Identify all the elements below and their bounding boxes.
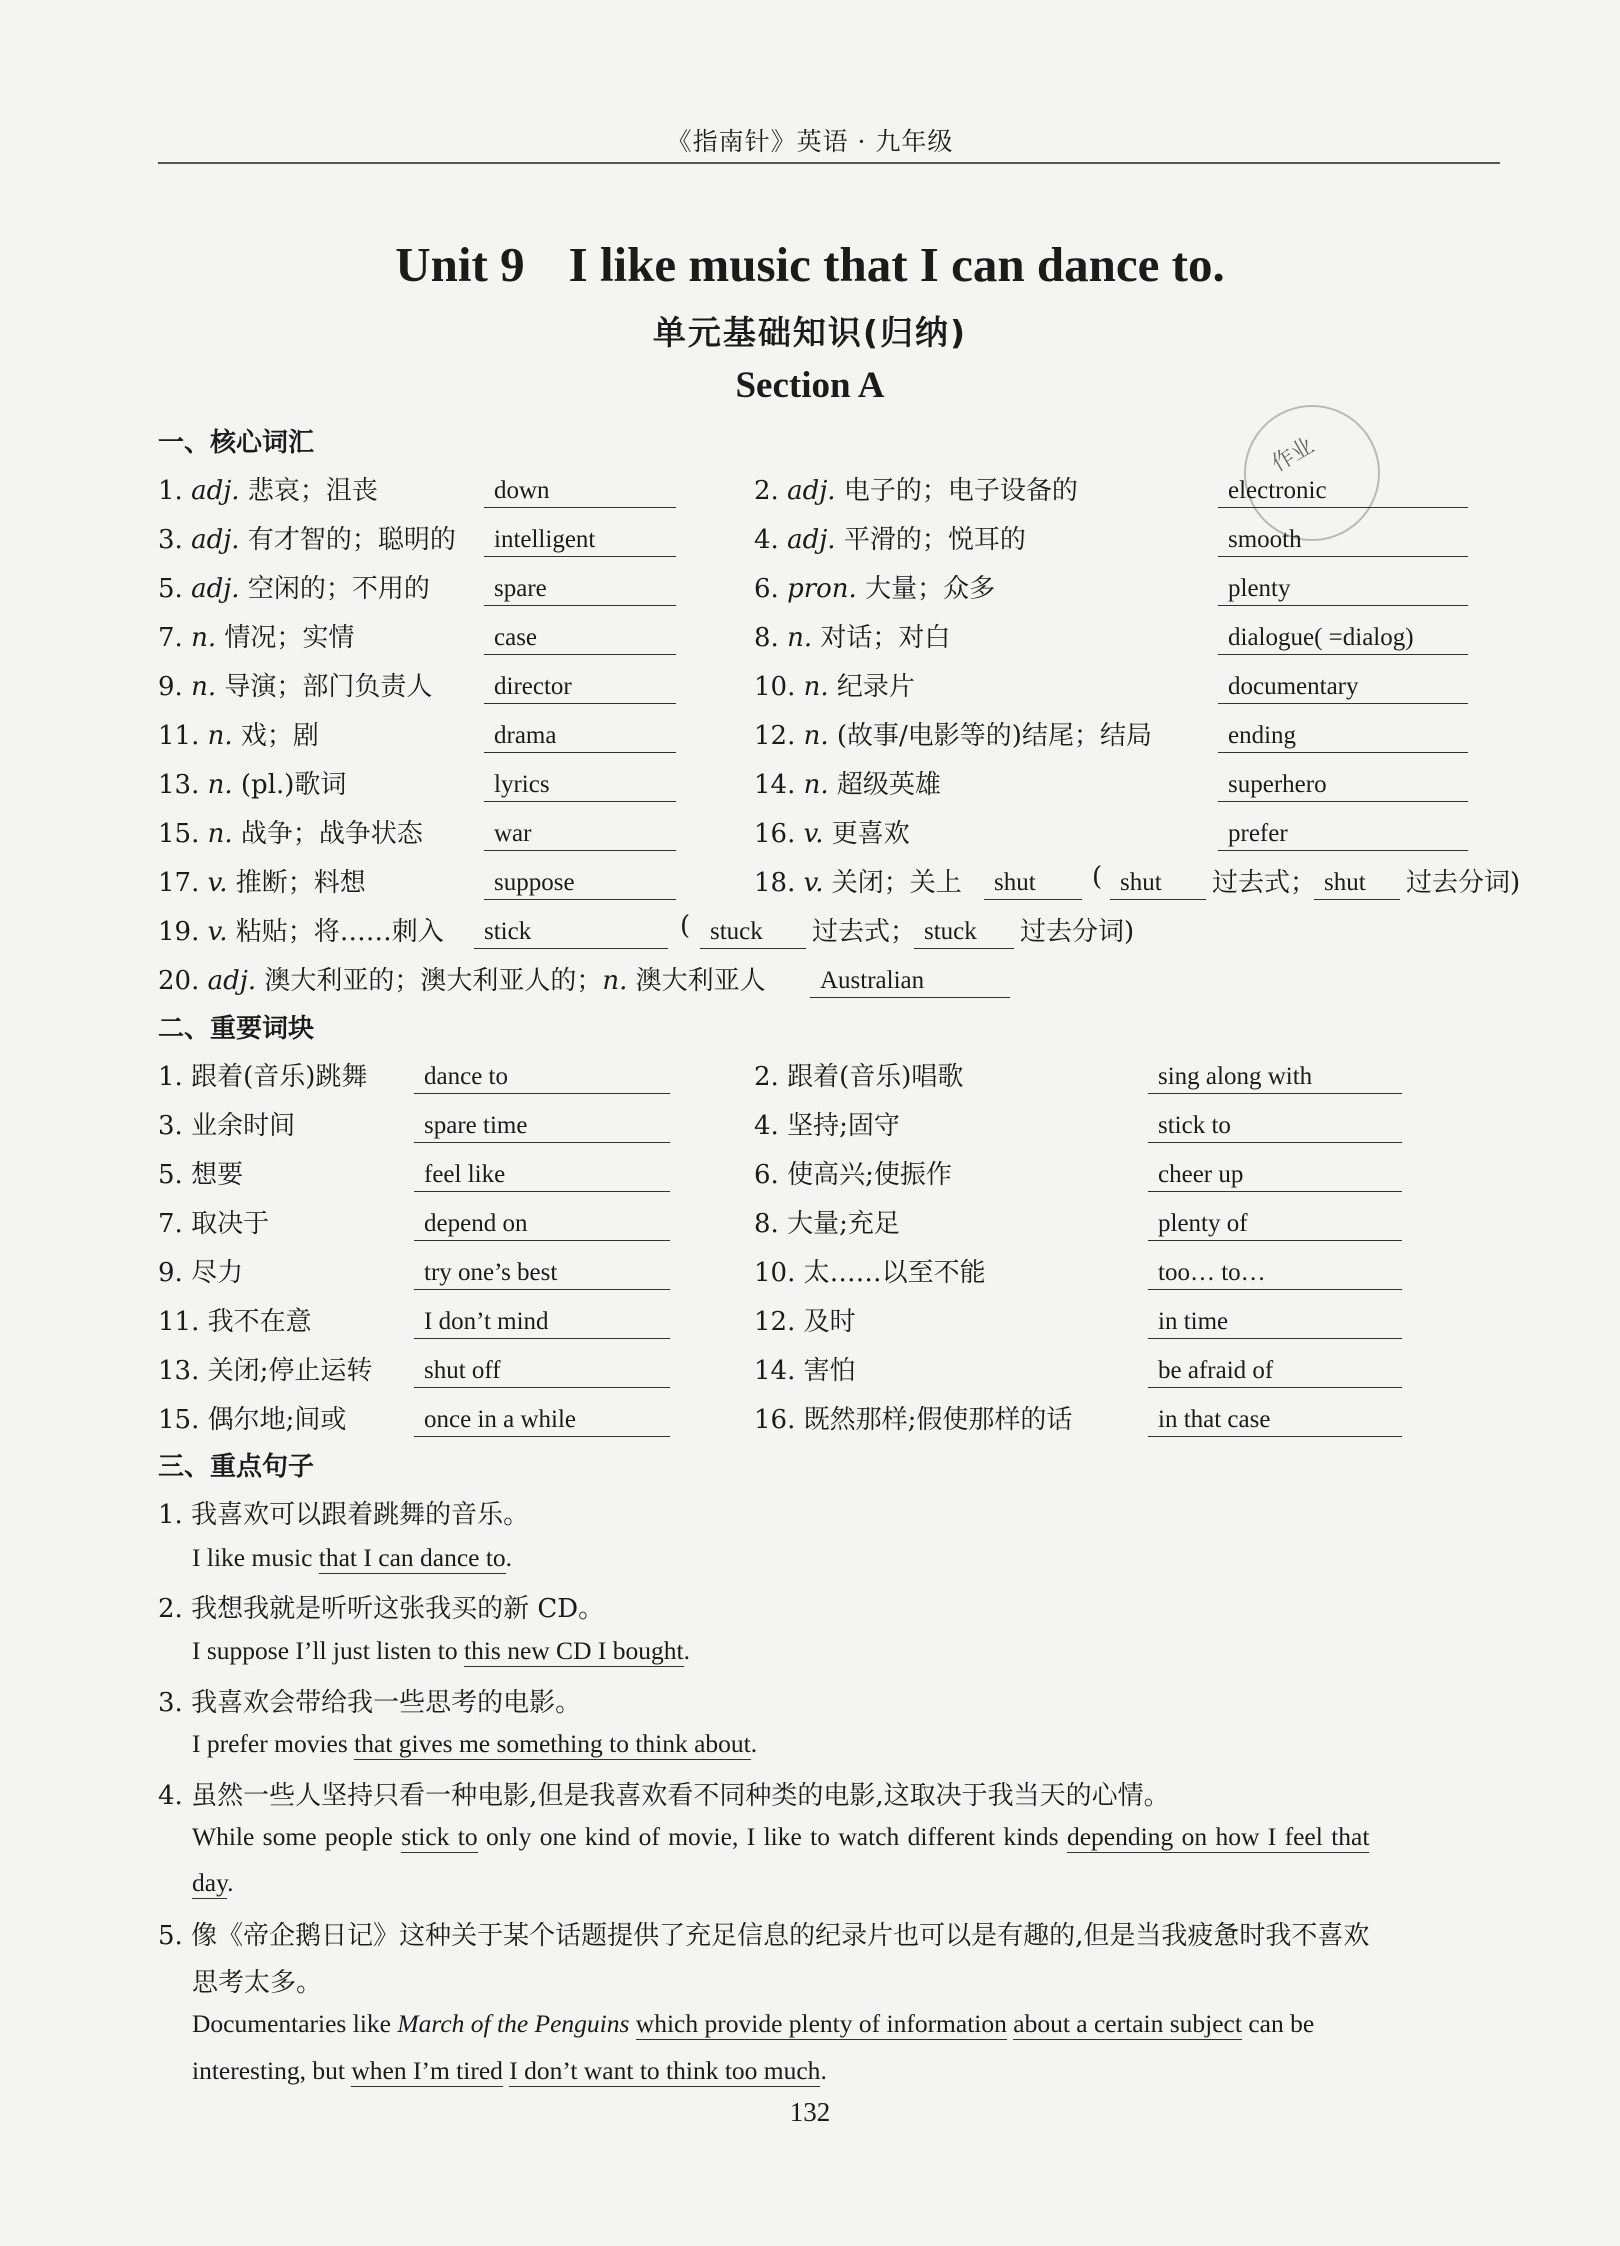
sentence-3-english [192, 1729, 757, 1759]
answer-blank: drama [484, 719, 676, 753]
sentence-end: . [820, 2056, 827, 2085]
answer-blank: in that case [1148, 1403, 1402, 1437]
item-number: 10. [754, 1258, 796, 1288]
item-number: 3. [158, 1111, 183, 1141]
answer-blank: suppose [484, 866, 676, 900]
answer-blank: director [484, 670, 676, 704]
item-number: 15. [158, 819, 200, 849]
chinese-meaning: 电子的；电子设备的 [843, 476, 1078, 506]
part-of-speech: n. [803, 721, 829, 751]
answer-blank: case [484, 621, 676, 655]
part2-heading: 二、重要词块 [158, 1014, 315, 1044]
sentence-end: . [683, 1636, 690, 1665]
item-number: 10. [754, 672, 796, 702]
part-of-speech: v. [207, 917, 228, 947]
past-participle-label: 过去分词) [1406, 868, 1521, 898]
answer-underline: about a certain subject [1013, 2009, 1242, 2038]
chinese-meaning: 我不在意 [207, 1307, 312, 1337]
sentence-text: I suppose I’ll just listen to [192, 1636, 464, 1665]
vocab-item [754, 470, 1474, 510]
answer-blank: dialogue( =dialog) [1218, 621, 1468, 655]
chinese-meaning: 平滑的；悦耳的 [843, 525, 1026, 555]
unit-number: Unit 9 [395, 237, 525, 292]
answer-blank: shut off [414, 1354, 670, 1388]
chinese-meaning: 推断；料想 [235, 868, 366, 898]
item-number: 20. [158, 966, 200, 996]
sentence-end: . [227, 1868, 234, 1897]
open-paren: ( [680, 911, 691, 941]
vocab-item-18 [754, 862, 1534, 902]
item-number: 16. [754, 819, 796, 849]
chinese-meaning: 取决于 [191, 1209, 270, 1239]
chinese-meaning: 戏；剧 [240, 721, 319, 751]
sentence-4-english [192, 1822, 1498, 1852]
vocab-item [754, 813, 1474, 853]
sentence-text: only one kind of movie, I like to watch different kinds [477, 1822, 1067, 1851]
chinese-meaning: 更喜欢 [831, 819, 910, 849]
chinese-meaning: 跟着(音乐)唱歌 [787, 1062, 964, 1092]
chinese-meaning: 关闭；关上 [831, 868, 962, 898]
chinese-meaning: 尽力 [191, 1258, 244, 1288]
page-number: 132 [789, 2097, 831, 2127]
part-of-speech: n. [207, 721, 233, 751]
item-number: 1. [158, 1062, 183, 1092]
answer-blank: spare time [414, 1109, 670, 1143]
chinese-meaning: 大量;充足 [787, 1209, 900, 1239]
chinese-meaning: 害怕 [803, 1356, 856, 1386]
answer-blank: plenty [1218, 572, 1468, 606]
vocab-item [754, 764, 1474, 804]
sentence-end: . [750, 1729, 758, 1758]
chinese-meaning: 跟着(音乐)跳舞 [191, 1062, 368, 1092]
chinese-meaning: 关闭;停止运转 [207, 1356, 373, 1386]
sentence-3-chinese: 3. 我喜欢会带给我一些思考的电影。 [158, 1688, 582, 1718]
item-number: 5. [158, 574, 183, 604]
part-of-speech: n. [191, 623, 217, 653]
sentence-1-chinese: 1. 我喜欢可以跟着跳舞的音乐。 [158, 1500, 530, 1530]
answer-underline: when I’m tired [351, 2056, 503, 2085]
chinese-meaning: 既然那样;假使那样的话 [803, 1405, 1073, 1435]
vocab-item [754, 666, 1474, 706]
answer-blank: down [484, 474, 676, 508]
sentence-5-english-cont [192, 2056, 827, 2086]
phrase-item [754, 1252, 1474, 1292]
part-of-speech: adj. [207, 966, 257, 996]
answer-blank: dance to [414, 1060, 670, 1094]
answer-blank: depend on [414, 1207, 670, 1241]
vocab-item [754, 715, 1474, 755]
item-number: 2. [754, 476, 779, 506]
part-of-speech: v. [207, 868, 228, 898]
answer-blank: too… to… [1148, 1256, 1402, 1290]
header-rule [158, 162, 1500, 164]
phrase-item [754, 1056, 1474, 1096]
item-number: 16. [754, 1405, 796, 1435]
part1-heading: 一、核心词汇 [158, 428, 315, 458]
answer-blank: smooth [1218, 523, 1468, 557]
part-of-speech: n. [207, 819, 233, 849]
sentence-1-english [192, 1543, 512, 1573]
sentence-text: I like music [192, 1543, 319, 1572]
answer-underline: that gives me something to think about [354, 1729, 751, 1758]
chinese-meaning: 及时 [803, 1307, 856, 1337]
sentence-4-chinese: 4. 虽然一些人坚持只看一种电影,但是我喜欢看不同种类的电影,这取决于我当天的心情。 [158, 1781, 1170, 1811]
answer-blank: prefer [1218, 817, 1468, 851]
answer-blank: try one’s best [414, 1256, 670, 1290]
answer-blank: be afraid of [1148, 1354, 1402, 1388]
chinese-meaning: 偶尔地;间或 [207, 1405, 347, 1435]
answer-underline: which provide plenty of information [635, 2009, 1007, 2038]
answer-blank: sing along with [1148, 1060, 1402, 1094]
part-of-speech: adj. [191, 574, 240, 604]
sentence-text: can be [1241, 2009, 1315, 2038]
unit-name: I like music that I can dance to. [568, 237, 1225, 292]
answer-underline: I don’t want to think too much [509, 2056, 821, 2085]
item-number: 6. [754, 574, 779, 604]
chinese-meaning: 空闲的；不用的 [247, 574, 430, 604]
answer-blank: ending [1218, 719, 1468, 753]
part-of-speech: adj. [787, 476, 836, 506]
homework-stamp-text: 作业 [1267, 433, 1319, 478]
past-participle-blank: stuck [914, 915, 1014, 949]
part-of-speech: n. [207, 770, 233, 800]
sentence-2-chinese: 2. 我想我就是听听这张我买的新 CD。 [158, 1594, 605, 1624]
answer-blank: stick [474, 915, 668, 949]
chinese-meaning: 导演；部门负责人 [224, 672, 433, 702]
answer-underline: stick to [401, 1822, 478, 1851]
item-number: 11. [158, 721, 200, 751]
sentence-5-chinese-cont: 思考太多。 [192, 1968, 323, 1998]
answer-blank: lyrics [484, 768, 676, 802]
part-of-speech: v. [803, 819, 824, 849]
item-number: 15. [158, 1405, 200, 1435]
answer-blank: in time [1148, 1305, 1402, 1339]
open-paren: ( [1092, 862, 1103, 892]
part-of-speech: n. [803, 672, 829, 702]
answer-blank: electronic [1218, 474, 1468, 508]
vocab-item [754, 519, 1474, 559]
chinese-meaning: 使高兴;使振作 [787, 1160, 952, 1190]
vocab-item [754, 568, 1474, 608]
vocab-item-20 [158, 960, 1058, 1000]
sentence-text: Documentaries like [192, 2009, 398, 2038]
chinese-meaning: 情况；实情 [224, 623, 355, 653]
answer-underline: this new CD I bought [463, 1636, 684, 1665]
part-of-speech: v. [803, 868, 824, 898]
chinese-meaning: 粘贴；将……刺入 [235, 917, 444, 947]
sentence-text: I prefer movies [192, 1729, 355, 1758]
part3-heading: 三、重点句子 [158, 1452, 315, 1482]
sentence-5-chinese: 5. 像《帝企鹅日记》这种关于某个话题提供了充足信息的纪录片也可以是有趣的,但是当我疲惫时我不喜欢 [158, 1921, 1370, 1951]
running-header: 《指南针》英语 · 九年级 [666, 127, 954, 156]
part-of-speech: adj. [787, 525, 836, 555]
sentence-4-english-cont [192, 1868, 234, 1898]
chinese-meaning: 超级英雄 [836, 770, 941, 800]
sentence-end: . [505, 1543, 513, 1572]
chinese-meaning: 纪录片 [836, 672, 915, 702]
part-of-speech: n. [191, 672, 217, 702]
answer-blank: documentary [1218, 670, 1468, 704]
chinese-meaning: 坚持;固守 [787, 1111, 900, 1141]
vocab-item-19 [158, 911, 1208, 951]
part-of-speech: n. [803, 770, 829, 800]
phrase-item [754, 1399, 1474, 1439]
answer-blank: I don’t mind [414, 1305, 670, 1339]
phrase-item [754, 1154, 1474, 1194]
item-number: 7. [158, 623, 183, 653]
item-number: 12. [754, 721, 796, 751]
past-tense-label: 过去式； [1212, 868, 1317, 898]
answer-underline: day [192, 1868, 228, 1897]
past-tense-label: 过去式； [812, 917, 917, 947]
chinese-meaning: 想要 [191, 1160, 244, 1190]
item-number: 14. [754, 770, 796, 800]
vocab-item [754, 617, 1474, 657]
item-number: 7. [158, 1209, 183, 1239]
item-number: 2. [754, 1062, 779, 1092]
item-number: 8. [754, 1209, 779, 1239]
answer-blank: feel like [414, 1158, 670, 1192]
phrase-item [754, 1301, 1474, 1341]
film-title: March of the Penguins [397, 2009, 630, 2038]
answer-blank: intelligent [484, 523, 676, 557]
past-participle-label: 过去分词) [1020, 917, 1135, 947]
phrase-item [754, 1350, 1474, 1390]
answer-blank: shut [984, 866, 1082, 900]
answer-blank: once in a while [414, 1403, 670, 1437]
chinese-meaning-2: 澳大利亚人 [635, 966, 766, 996]
item-number: 8. [754, 623, 779, 653]
chinese-meaning: (pl.)歌词 [240, 770, 347, 800]
chinese-meaning: 对话；对白 [820, 623, 951, 653]
item-number: 13. [158, 770, 200, 800]
item-number: 9. [158, 1258, 183, 1288]
item-number: 6. [754, 1160, 779, 1190]
item-number: 5. [158, 1160, 183, 1190]
item-number: 19. [158, 917, 200, 947]
phrase-item [754, 1105, 1474, 1145]
chinese-meaning: 有才智的；聪明的 [247, 525, 456, 555]
item-number: 4. [754, 525, 779, 555]
item-number: 12. [754, 1307, 796, 1337]
chinese-meaning: 悲哀；沮丧 [247, 476, 378, 506]
item-number: 1. [158, 476, 183, 506]
unit-title [0, 236, 1620, 293]
answer-blank: plenty of [1148, 1207, 1402, 1241]
chinese-meaning: (故事/电影等的)结尾；结局 [836, 721, 1152, 751]
answer-underline: depending on how I feel that [1066, 1822, 1370, 1851]
part-of-speech: pron. [787, 574, 857, 604]
past-tense-blank: stuck [700, 915, 806, 949]
past-tense-blank: shut [1110, 866, 1206, 900]
answer-blank: Australian [810, 964, 1010, 998]
item-number: 4. [754, 1111, 779, 1141]
item-number: 9. [158, 672, 183, 702]
section-title: Section A [735, 365, 885, 406]
past-participle-blank: shut [1314, 866, 1400, 900]
phrase-item [754, 1203, 1474, 1243]
part-of-speech: n. [787, 623, 813, 653]
part-of-speech: adj. [191, 525, 240, 555]
answer-underline: that I can dance to [318, 1543, 506, 1572]
answer-blank: spare [484, 572, 676, 606]
part-of-speech: adj. [191, 476, 240, 506]
chinese-meaning: 太……以至不能 [803, 1258, 986, 1288]
chinese-meaning: 大量；众多 [865, 574, 996, 604]
item-number: 13. [158, 1356, 200, 1386]
item-number: 14. [754, 1356, 796, 1386]
chinese-meaning: 业余时间 [191, 1111, 296, 1141]
item-number: 3. [158, 525, 183, 555]
item-number: 17. [158, 868, 200, 898]
sentence-2-english [192, 1636, 690, 1666]
sentence-text: interesting, but [192, 2056, 352, 2085]
part-of-speech-2: n. [602, 966, 628, 996]
subtitle: 单元基础知识(归纳) [652, 313, 968, 352]
item-number: 11. [158, 1307, 200, 1337]
item-number: 18. [754, 868, 796, 898]
chinese-meaning: 战争；战争状态 [240, 819, 423, 849]
answer-blank: stick to [1148, 1109, 1402, 1143]
answer-blank: superhero [1218, 768, 1468, 802]
sentence-5-english [192, 2009, 1314, 2039]
sentence-text: While some people [192, 1822, 402, 1851]
answer-blank: cheer up [1148, 1158, 1402, 1192]
answer-blank: war [484, 817, 676, 851]
chinese-meaning: 澳大利亚的；澳大利亚人的； [264, 966, 603, 996]
